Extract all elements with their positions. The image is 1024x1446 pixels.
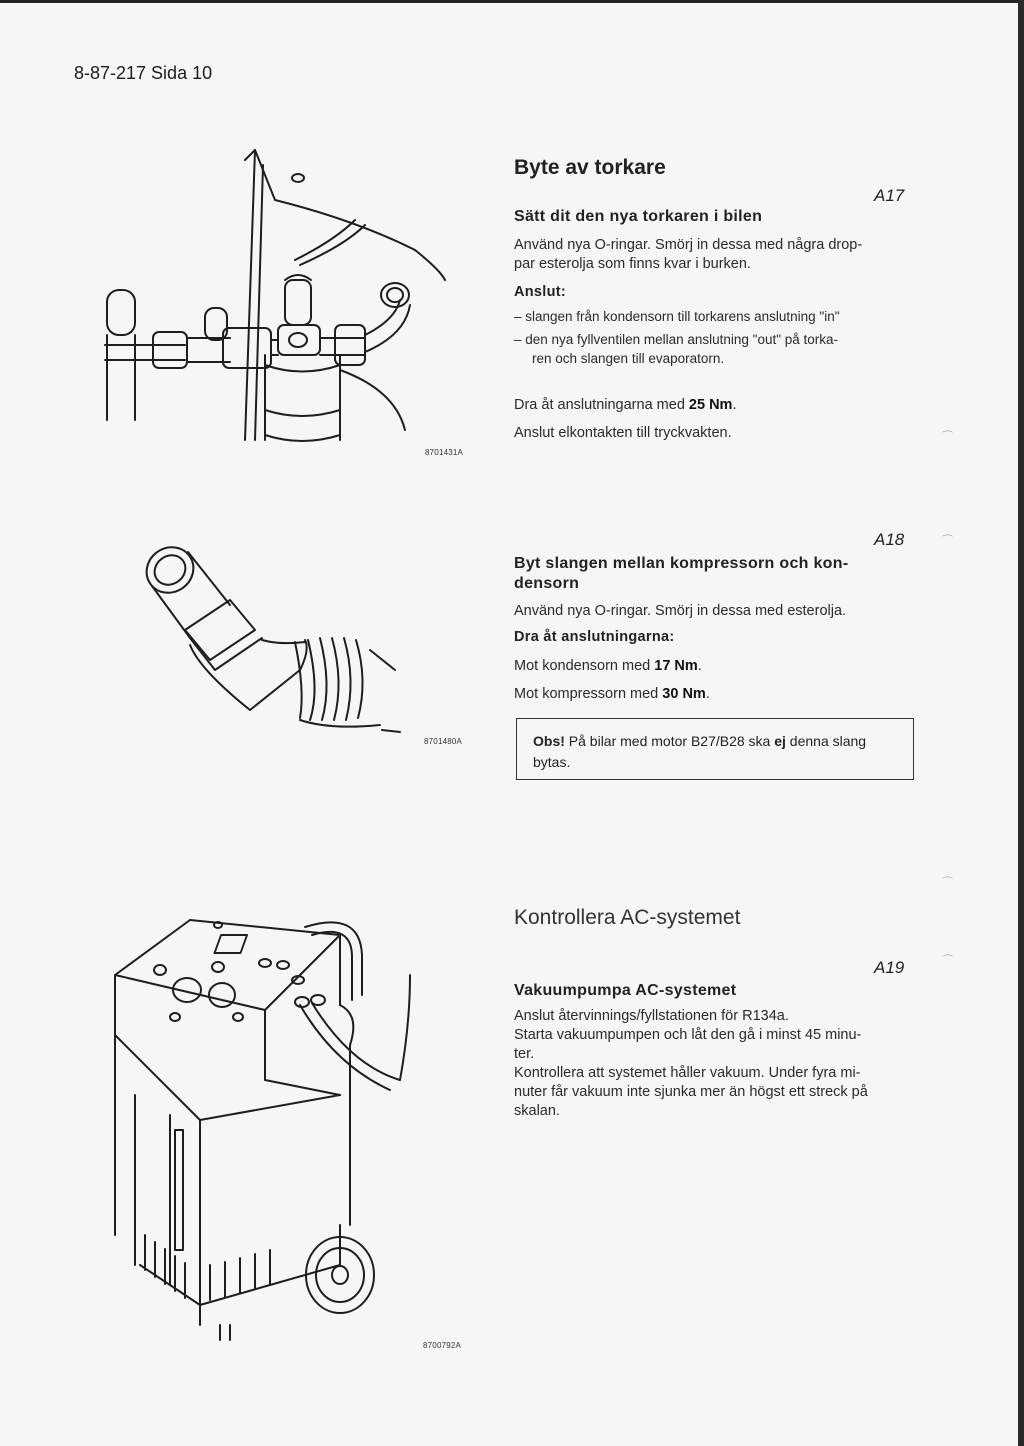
- text-line: skalan.: [514, 1103, 560, 1119]
- margin-mark: ⌒: [942, 431, 953, 443]
- step-subtitle: Vakuumpumpa AC-systemet: [514, 982, 737, 999]
- section-title: Byte av torkare: [514, 156, 666, 179]
- text-line: nuter får vakuum inte sjunka mer än högst ett streck på: [514, 1084, 868, 1100]
- list-item-continuation: ren och slangen till evaporatorn.: [532, 351, 725, 366]
- text-line: Kontrollera att systemet håller vakuum. Under fyra mi-: [514, 1065, 861, 1081]
- step-number: A18: [874, 530, 905, 549]
- text-line: ter.: [514, 1046, 535, 1062]
- figure-code: 8701480A: [424, 737, 463, 746]
- figure-hose: [130, 520, 410, 740]
- step-number: A17: [874, 186, 905, 205]
- list-item: – slangen från kondensorn till torkarens anslutning "in": [514, 309, 840, 324]
- list-item: – den nya fyllventilen mellan anslutning "out" på torka-: [514, 332, 839, 347]
- connect-label: Anslut:: [514, 284, 567, 300]
- figure-ac-station: [100, 905, 430, 1345]
- connect-contact-instruction: Anslut elkontakten till tryckvakten.: [514, 425, 732, 441]
- step-subtitle: Byt slangen mellan kompressorn och kon- densorn: [514, 555, 849, 592]
- text-line: par esterolja som finns kvar i burken.: [514, 256, 751, 272]
- paragraph: Använd nya O-ringar. Smörj in dessa med esterolja.: [514, 603, 847, 619]
- margin-mark: ⌒: [942, 877, 953, 889]
- section-title: Kontrollera AC-systemet: [514, 906, 741, 929]
- note-box: Obs! På bilar med motor B27/B28 ska ej denna slang bytas.: [516, 718, 914, 780]
- page-top-rule: [0, 0, 1024, 3]
- torque-condenser: Mot kondensorn med 17 Nm.: [514, 658, 702, 674]
- text-line: Använd nya O-ringar. Smörj in dessa med några drop-: [514, 237, 863, 253]
- paragraph: [514, 236, 914, 274]
- figure-code: 8701431A: [425, 448, 464, 457]
- page-right-edge: [1018, 0, 1024, 1446]
- figure-code: 8700792A: [423, 1341, 462, 1350]
- step-number: A19: [874, 958, 905, 977]
- margin-mark: ⌒: [942, 535, 953, 547]
- text-line: Starta vakuumpumpen och låt den gå i minst 45 minu-: [514, 1027, 862, 1043]
- torque-compressor: Mot kompressorn med 30 Nm.: [514, 686, 710, 702]
- paragraph: [514, 1007, 914, 1121]
- step-subtitle: Sätt dit den nya torkaren i bilen: [514, 208, 763, 225]
- tighten-instruction: Dra åt anslutningarna med 25 Nm.: [514, 397, 737, 413]
- tighten-label: Dra åt anslutningarna:: [514, 629, 675, 645]
- figure-receiver-drier: [95, 140, 455, 460]
- text-line: Anslut återvinnings/fyllstationen för R134a.: [514, 1008, 789, 1024]
- page-reference: 8-87-217 Sida 10: [74, 63, 213, 83]
- margin-mark: ⌒: [942, 955, 953, 967]
